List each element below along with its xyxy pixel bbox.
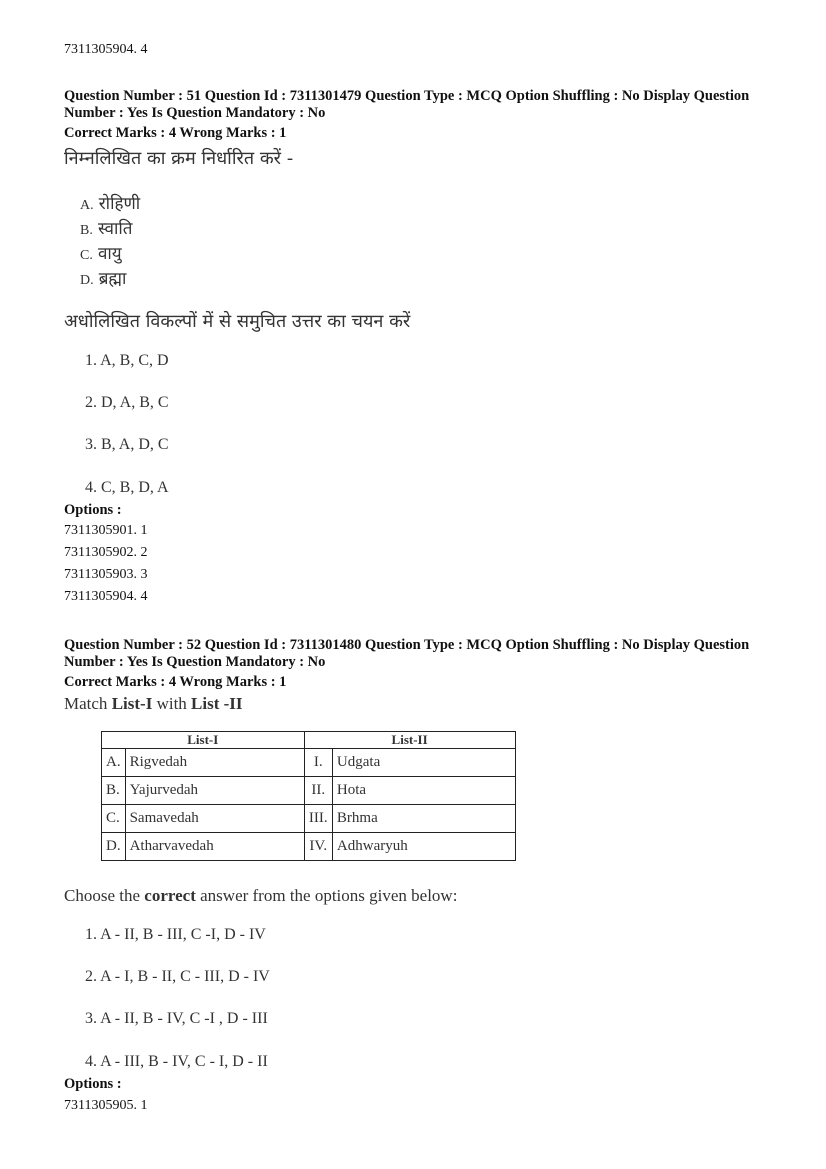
q51-prompt: निम्नलिखित का क्रम निर्धारित करें -	[64, 148, 294, 169]
q51-meta-line2: Number : Yes Is Question Mandatory : No	[64, 105, 326, 121]
q51-option-code-1: 7311305901. 1	[64, 523, 148, 538]
table-row	[102, 749, 516, 777]
list-2-value: Udgata	[332, 749, 515, 777]
list-1-value: Samavedah	[125, 805, 304, 833]
match-table	[101, 731, 516, 861]
list-1-key: B.	[102, 777, 126, 805]
list-2-key: IV.	[304, 833, 332, 861]
q52-meta-line2: Number : Yes Is Question Mandatory : No	[64, 654, 326, 670]
list-1-key: D.	[102, 833, 126, 861]
list-2-value: Brhma	[332, 805, 515, 833]
list-2-key: III.	[304, 805, 332, 833]
list-1-value: Yajurvedah	[125, 777, 304, 805]
q52-answer-3[interactable]: 3. A - II, B - IV, C -I , D - III	[85, 1010, 268, 1027]
q51-option-code-4: 7311305904. 4	[64, 589, 148, 604]
list-1-value: Atharvavedah	[125, 833, 304, 861]
q51-answer-1[interactable]: 1. A, B, C, D	[85, 352, 169, 369]
previous-answer-code: 7311305904. 4	[64, 42, 148, 57]
q52-option-code-1: 7311305905. 1	[64, 1098, 148, 1113]
q52-meta-line1: Question Number : 52 Question Id : 7311301480 Question Type : MCQ Option Shuffling : No Display Question	[64, 637, 750, 653]
q52-options-label: Options :	[64, 1076, 122, 1092]
table-row	[102, 777, 516, 805]
list-2-key: II.	[304, 777, 332, 805]
list-2-key: I.	[304, 749, 332, 777]
q51-option-code-3: 7311305903. 3	[64, 567, 148, 582]
list-2-value: Hota	[332, 777, 515, 805]
list-2-value: Adhwaryuh	[332, 833, 515, 861]
q51-answer-2[interactable]: 2. D, A, B, C	[85, 394, 169, 411]
list-1-key: C.	[102, 805, 126, 833]
list-1-header: List-I	[102, 732, 305, 749]
q51-answer-4[interactable]: 4. C, B, D, A	[85, 479, 169, 496]
q51-item-a: A. रोहिणी	[80, 194, 141, 214]
q51-answer-3[interactable]: 3. B, A, D, C	[85, 436, 169, 453]
q52-marks: Correct Marks : 4 Wrong Marks : 1	[64, 674, 287, 690]
q52-instruction: Choose the correct answer from the options given below:	[64, 886, 458, 905]
q51-option-code-2: 7311305902. 2	[64, 545, 148, 560]
q51-marks: Correct Marks : 4 Wrong Marks : 1	[64, 125, 287, 141]
q52-answer-4[interactable]: 4. A - III, B - IV, C - I, D - II	[85, 1053, 268, 1070]
table-row	[102, 805, 516, 833]
list-1-value: Rigvedah	[125, 749, 304, 777]
list-2-header: List-II	[304, 732, 515, 749]
q51-instruction: अधोलिखित विकल्पों में से समुचित उत्तर का चयन करें	[64, 311, 411, 332]
table-row	[102, 833, 516, 861]
q52-answer-2[interactable]: 2. A - I, B - II, C - III, D - IV	[85, 968, 270, 985]
q51-item-b: B. स्वाति	[80, 219, 133, 239]
q51-options-label: Options :	[64, 502, 122, 518]
q51-item-c: C. वायु	[80, 244, 122, 264]
q51-meta-line1: Question Number : 51 Question Id : 7311301479 Question Type : MCQ Option Shuffling : No Display Question	[64, 88, 750, 104]
q51-item-d: D. ब्रह्मा	[80, 269, 127, 289]
match-table-header	[102, 732, 516, 749]
q52-prompt: Match List-I with List -II	[64, 694, 243, 713]
q52-answer-1[interactable]: 1. A - II, B - III, C -I, D - IV	[85, 926, 266, 943]
list-1-key: A.	[102, 749, 126, 777]
